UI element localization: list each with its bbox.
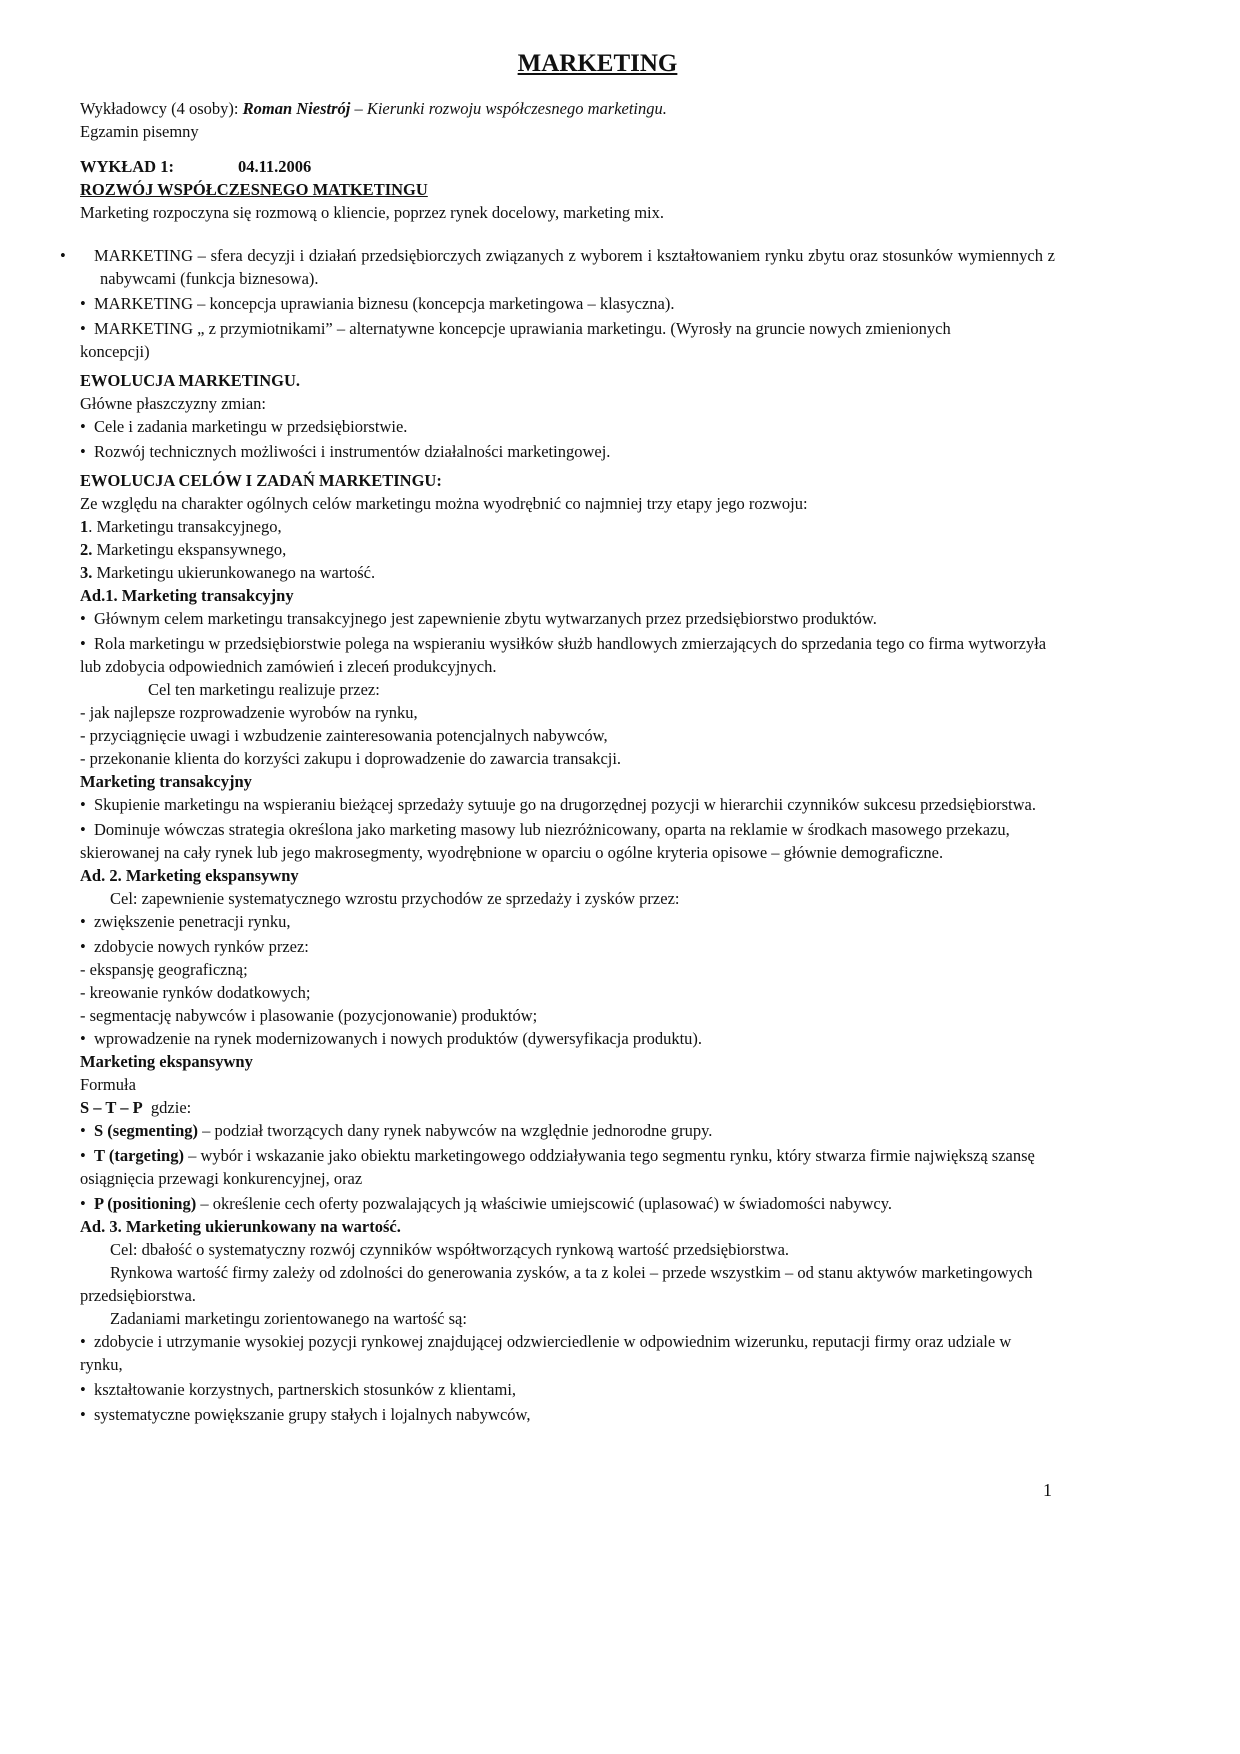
ad1-dash-item: - przekonanie klienta do korzyści zakupu i doprowadzenie do zawarcia transakcji. (80, 749, 622, 768)
stage-number: 1 (80, 517, 89, 536)
ad3-heading: Ad. 3. Marketing ukierunkowany na wartość. (80, 1217, 401, 1236)
ad3-tasks-lead: Zadaniami marketingu zorientowanego na wartość są: (110, 1309, 467, 1328)
document-body (60, 50, 1055, 1426)
bullet-icon: • (80, 319, 86, 338)
bullet-icon: • (80, 937, 86, 956)
lecture-date: 04.11.2006 (237, 157, 312, 176)
page-number: 1 (1043, 1480, 1052, 1500)
lecturers-label: Wykładowcy (4 osoby): (80, 99, 243, 118)
definition-term: MARKETING (94, 319, 193, 338)
ad3-task (80, 1378, 1055, 1401)
stp-term: P (positioning) (94, 1194, 197, 1213)
ad3-value: Rynkowa wartość firmy zależy od zdolności do generowania zysków, a ta z kolei – przede wszystkim – od stanu aktywów marketingowych przedsiębiorstwa. (80, 1263, 1033, 1305)
ad3-task (80, 1403, 1055, 1426)
evolution-item-text: Rozwój technicznych możliwości i instrumentów działalności marketingowej. (94, 442, 611, 461)
bullet-icon: • (80, 417, 86, 436)
bullet-icon: • (80, 1029, 86, 1048)
definition-term: MARKETING (94, 294, 193, 313)
ad1-heading: Ad.1. Marketing transakcyjny (80, 586, 294, 605)
bullet-icon: • (80, 1194, 86, 1213)
bullet-icon: • (80, 442, 86, 461)
stage-text: Marketingu ekspansywnego, (92, 540, 287, 559)
stp-term: S (segmenting) (94, 1121, 199, 1140)
lecturers-line (80, 97, 1055, 120)
ad1-subheading: Marketing transakcyjny (80, 772, 252, 791)
ad1-bullet-text: Głównym celem marketingu transakcyjnego jest zapewnienie zbytu wytwarzanych przez przedsiębiorstwo produktów. (94, 609, 877, 628)
ad1-bullet-text: Skupienie marketingu na wspieraniu bieżącej sprzedaży sytuuje go na drugorzędnej pozycji w hierarchii czynników sukcesu przedsiębiorstwa. (94, 795, 1037, 814)
ad3-task-text: kształtowanie korzystnych, partnerskich stosunków z klientami, (94, 1380, 517, 1399)
ad2-dash-item: - kreowanie rynków dodatkowych; (80, 983, 311, 1002)
stp-item (80, 1119, 1055, 1142)
lecturer-dash: – (350, 99, 367, 118)
stp-text: – podział tworzących dany rynek nabywców na względnie jednorodne grupy. (198, 1121, 713, 1140)
stage-item (80, 538, 1055, 561)
definition-text: – sfera decyzji i działań przedsiębiorczych związanych z wyborem i kształtowaniem rynku zbytu oraz stosunków wymiennych z nabywcami (funkcja biznesowa). (100, 246, 1055, 288)
ad2-bullet-text: zwiększenie penetracji rynku, (94, 912, 291, 931)
bullet-icon: • (80, 1405, 86, 1424)
ad1-bullet (80, 818, 1055, 864)
stage-number: 2. (80, 540, 93, 559)
goals-heading: EWOLUCJA CELÓW I ZADAŃ MARKETINGU: (80, 471, 442, 490)
definition-item (80, 317, 1055, 363)
ad1-bullet-text: Rola marketingu w przedsiębiorstwie polega na wspieraniu wysiłków służb handlowych zmierzających do sprzedania tego co firma wytworzyła lub zdobycia odpowiednich zamówień i zleceń produkcyjnych. (80, 634, 1047, 676)
ad2-bullet (80, 910, 1055, 933)
ad2-subheading: Marketing ekspansywny (80, 1052, 253, 1071)
ad1-dash-item: - jak najlepsze rozprowadzenie wyrobów na rynku, (80, 703, 418, 722)
ad3-goal: Cel: dbałość o systematyczny rozwój czynników współtworzących rynkową wartość przedsiębiorstwa. (110, 1240, 790, 1259)
ad1-bullet (80, 793, 1055, 816)
stp-item (80, 1144, 1055, 1190)
definition-text: – koncepcja uprawiania biznesu (koncepcja marketingowa – klasyczna). (193, 294, 675, 313)
formula-line (80, 1096, 1055, 1119)
ad1-bullet-text: Dominuje wówczas strategia określona jako marketing masowy lub niezróżnicowany, oparta na reklamie w środkach masowego przekazu, skierowanej na cały rynek lub jego makrosegmenty, wyodrębnione w oparciu o ogólne kryteria opisowe – głównie demograficzne. (80, 820, 1010, 862)
ad1-dash-item: - przyciągnięcie uwagi i wzbudzenie zainteresowania potencjalnych nabywców, (80, 726, 608, 745)
bullet-icon: • (80, 1146, 86, 1165)
ad2-dash-item: - ekspansję geograficzną; (80, 960, 248, 979)
ad1-realizes: Cel ten marketingu realizuje przez: (148, 680, 380, 699)
bullet-icon: • (80, 634, 86, 653)
lecture-topic: Kierunki rozwoju współczesnego marketingu. (366, 99, 667, 118)
stp-text: – określenie cech oferty pozwalających ją właściwie umiejscowić (uplasować) w świadomości nabywcy. (196, 1194, 893, 1213)
lecture-header (80, 155, 1055, 178)
bullet-icon: • (80, 912, 86, 931)
bullet-icon: • (80, 1332, 86, 1351)
lecture-label: WYKŁAD 1: (80, 157, 174, 176)
bullet-icon: • (80, 1380, 86, 1399)
formula-label: Formuła (80, 1075, 136, 1094)
bullet-icon: • (80, 609, 86, 628)
stp-term: T (targeting) (94, 1146, 184, 1165)
stp-item (80, 1192, 1055, 1215)
stage-text: . Marketingu transakcyjnego, (88, 517, 282, 536)
evolution-item (80, 415, 1055, 438)
ad1-bullet (80, 632, 1055, 678)
stage-text: Marketingu ukierunkowanego na wartość. (92, 563, 376, 582)
ad3-task (80, 1330, 1055, 1376)
ad2-bullet-text: zdobycie nowych rynków przez: (94, 937, 309, 956)
ad2-dash-item: - segmentację nabywców i plasowanie (pozycjonowanie) produktów; (80, 1006, 538, 1025)
evolution-item-text: Cele i zadania marketingu w przedsiębiorstwie. (94, 417, 408, 436)
definition-item (80, 292, 1055, 315)
bullet-icon: • (60, 246, 66, 265)
spacer (80, 224, 1055, 244)
ad2-bullet (80, 1027, 1055, 1050)
definition-text: „ z przymiotnikami” – alternatywne koncepcje uprawiania marketingu. (Wyrosły na gruncie nowych zmienionych koncepcji) (80, 319, 951, 361)
stage-number: 3. (80, 563, 93, 582)
stage-item (80, 561, 1055, 584)
evolution-lead: Główne płaszczyzny zmian: (80, 394, 267, 413)
ad3-task-text: zdobycie i utrzymanie wysokiej pozycji rynkowej znajdującej odzwierciedlenie w odpowiednim wizerunku, reputacji firmy oraz udziale w rynku, (80, 1332, 1012, 1374)
formula-where: gdzie: (142, 1098, 192, 1117)
section-heading: ROZWÓJ WSPÓŁCZESNEGO MATKETINGU (80, 180, 428, 199)
goals-lead: Ze względu na charakter ogólnych celów marketingu można wyodrębnić co najmniej trzy etapy jego rozwoju: (80, 494, 808, 513)
ad3-task-text: systematyczne powiększanie grupy stałych i lojalnych nabywców, (94, 1405, 531, 1424)
ad1-bullet (80, 607, 1055, 630)
ad2-goal: Cel: zapewnienie systematycznego wzrostu przychodów ze sprzedaży i zysków przez: (110, 889, 680, 908)
ad2-bullet (80, 935, 1055, 958)
evolution-item (80, 440, 1055, 463)
definition-item (60, 244, 1055, 290)
definition-term: MARKETING (94, 246, 193, 265)
stp-text: – wybór i wskazanie jako obiektu marketingowego oddziaływania tego segmentu rynku, który stwarza firmie największą szansę osiągnięcia przewagi konkurencyjnej, oraz (80, 1146, 1035, 1188)
exam-type: Egzamin pisemny (80, 122, 199, 141)
lecturer-name: Roman Niestrój (242, 99, 351, 118)
bullet-icon: • (80, 1121, 86, 1140)
ad2-heading: Ad. 2. Marketing ekspansywny (80, 866, 299, 885)
formula: S – T – P (80, 1098, 143, 1117)
intro-text: Marketing rozpoczyna się rozmową o kliencie, poprzez rynek docelowy, marketing mix. (80, 203, 665, 222)
bullet-icon: • (80, 294, 86, 313)
spacer (80, 143, 1055, 155)
evolution-heading: EWOLUCJA MARKETINGU. (80, 371, 301, 390)
bullet-icon: • (80, 820, 86, 839)
document-title: MARKETING (517, 50, 678, 77)
bullet-icon: • (80, 795, 86, 814)
ad2-bullet-text: wprowadzenie na rynek modernizowanych i nowych produktów (dywersyfikacja produktu). (94, 1029, 703, 1048)
stage-item (80, 515, 1055, 538)
